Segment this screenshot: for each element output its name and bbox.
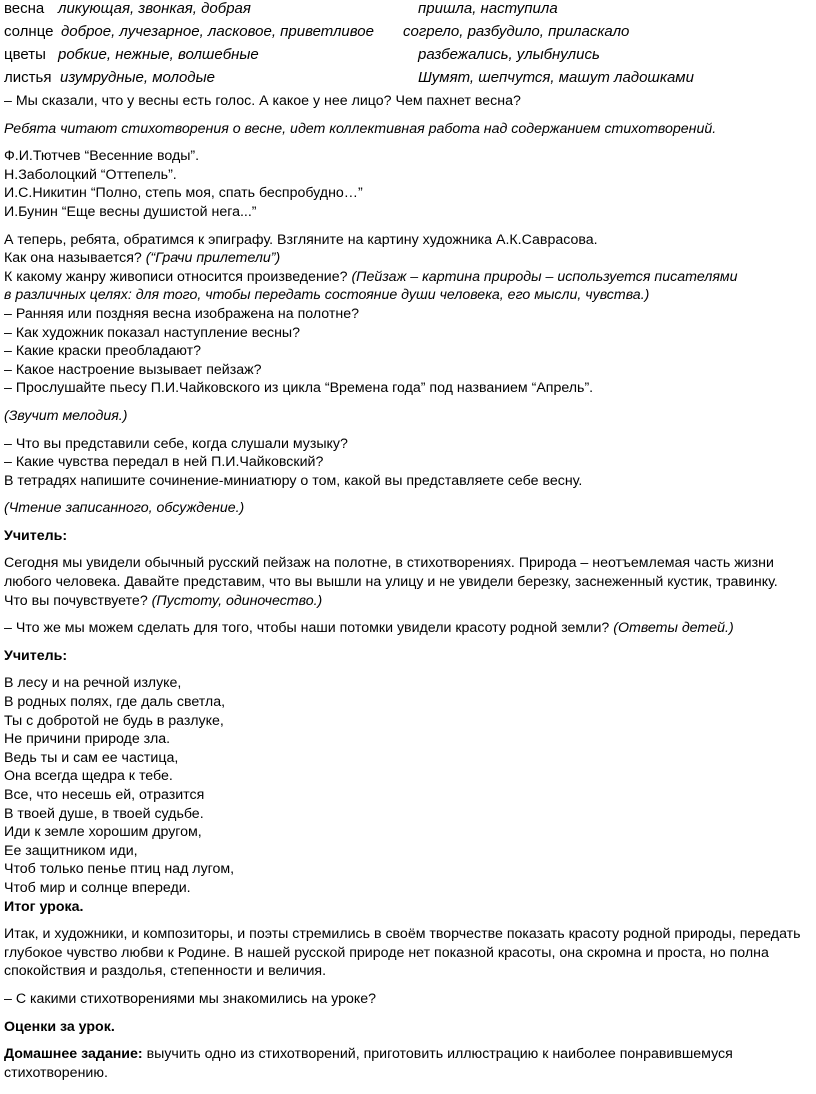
music-question: – Что вы представили себе, когда слушали музыку? <box>4 435 348 452</box>
answer-continuation: в различных целях: для того, чтобы передать состояние души человека, его мысли, чувства.) <box>4 287 650 304</box>
music-section <box>4 435 804 491</box>
poem-line: Не причини природе зла. <box>4 731 171 748</box>
note-music: (Звучит мелодия.) <box>4 407 128 424</box>
answer-text: (Ответы детей.) <box>613 620 734 637</box>
poem-line: Иди к земле хорошим другом, <box>4 824 202 841</box>
grades-heading: Оценки за урок. <box>4 1018 115 1035</box>
table-verbs: согрело, разбудило, приласкало <box>403 23 630 40</box>
table-adjectives: изумрудные, молодые <box>60 69 215 86</box>
poem-line: В лесу и на речной излуке, <box>4 675 182 692</box>
summary-title: Итог урока. <box>4 898 84 915</box>
word-table-row <box>4 23 804 46</box>
word-table-row <box>4 0 804 23</box>
answer-text: (Пустоту, одиночество.) <box>151 592 323 609</box>
table-verbs: Шумят, шепчутся, машут ладошками <box>418 69 694 86</box>
poem-list-item: И.С.Никитин “Полно, степь моя, спать беспробудно…” <box>4 185 363 202</box>
teacher-label: Учитель: <box>4 527 68 544</box>
question-descendants <box>4 619 804 638</box>
painting-name-question <box>4 249 804 268</box>
painting-section <box>4 231 804 398</box>
closing-poem <box>4 674 804 897</box>
poem-line: В твоей душе, в твоей судьбе. <box>4 805 204 822</box>
table-adjectives: доброе, лучезарное, ласковое, приветливое <box>61 23 374 40</box>
question-poems: – С какими стихотворениями мы знакомились на уроке? <box>4 990 377 1007</box>
table-word: цветы <box>4 46 46 63</box>
poem-list-item: И.Бунин “Еще весны душистой нега...” <box>4 203 257 220</box>
table-adjectives: ликующая, звонкая, добрая <box>58 0 251 17</box>
question-voice: – Мы сказали, что у весны есть голос. А какое у нее лицо? Чем пахнет весна? <box>4 93 521 109</box>
question-text: К какому жанру живописи относится произведение? <box>4 268 348 285</box>
painting-genre-question <box>4 268 804 287</box>
poem-list-item: Н.Заболоцкий “Оттепель”. <box>4 166 177 183</box>
answer-text: (Пейзаж – картина природы – используется писателями <box>351 268 738 285</box>
table-adjectives: робкие, нежные, волшебные <box>58 46 259 63</box>
note-discussion: (Чтение записанного, обсуждение.) <box>4 500 245 517</box>
document-page <box>4 0 804 1082</box>
poem-list <box>4 147 804 221</box>
painting-intro: А теперь, ребята, обратимся к эпиграфу. Взгляните на картину художника А.К.Саврасова. <box>4 231 598 248</box>
table-word: листья <box>4 69 52 86</box>
summary-text: Итак, и художники, и композиторы, и поэты стремились в своём творчестве показать красоту родной природы, передать глубокое чувство любви к Родине. В нашей русской природе нет показной красоты, она скромна и проста, но полна спокойствия и раздолья, степенности и величия. <box>4 926 801 980</box>
poem-line: Чтоб мир и солнце впереди. <box>4 879 191 896</box>
poem-line: Она всегда щедра к тебе. <box>4 768 173 785</box>
poem-line: В родных полях, где даль светла, <box>4 694 226 711</box>
homework-label: Домашнее задание: <box>4 1046 143 1063</box>
painting-question: – Как художник показал наступление весны? <box>4 324 300 341</box>
teacher-label: Учитель: <box>4 647 68 664</box>
teacher-speech <box>4 554 804 610</box>
table-verbs: пришла, наступила <box>418 0 558 17</box>
painting-question: – Прослушайте пьесу П.И.Чайковского из цикла “Времена года” под названием “Апрель”. <box>4 380 594 397</box>
painting-question: – Какие краски преобладают? <box>4 343 202 360</box>
homework <box>4 1045 804 1082</box>
poem-line: Все, что несешь ей, отразится <box>4 787 205 803</box>
homework-text: выучить одно из стихотворений, приготовить иллюстрацию к наиболее понравившемуся стихотворению. <box>4 1046 733 1081</box>
word-table <box>4 0 804 92</box>
music-question: – Какие чувства передал в ней П.И.Чайковский? <box>4 454 324 471</box>
word-table-row <box>4 69 804 92</box>
painting-question: – Ранняя или поздняя весна изображена на полотне? <box>4 305 359 322</box>
music-task: В тетрадях напишите сочинение-миниатюру о том, какой вы представляете себе весну. <box>4 472 583 489</box>
poem-line: Ведь ты и сам ее частица, <box>4 749 179 766</box>
question-text: Как она называется? <box>4 250 142 267</box>
question-text: – Что же мы можем сделать для того, чтобы наши потомки увидели красоту родной земли? <box>4 620 610 637</box>
poem-list-item: Ф.И.Тютчев “Весенние воды”. <box>4 148 200 165</box>
word-table-row <box>4 46 804 69</box>
painting-question: – Какое настроение вызывает пейзаж? <box>4 361 262 378</box>
table-verbs: разбежались, улыбнулись <box>418 46 600 63</box>
table-word: солнце <box>4 23 54 40</box>
poem-line: Ты с добротой не будь в разлуке, <box>4 712 224 729</box>
poem-line: Чтоб только пенье птиц над лугом, <box>4 861 235 878</box>
answer-text: (“Грачи прилетели”) <box>145 250 281 267</box>
note-reading: Ребята читают стихотворения о весне, идет коллективная работа над содержанием стихотворений. <box>4 120 717 137</box>
poem-line: Ее защитником иди, <box>4 842 138 859</box>
table-word: весна <box>4 0 45 17</box>
teacher-speech-text: Сегодня мы увидели обычный русский пейзаж на полотне, в стихотворениях. Природа – неотъемлемая часть жизни любого человека. Давайте представим, что вы вышли на улицу и не увидели березку, заснеженный кустик, травинку. Что вы почувствуете? <box>4 555 778 609</box>
